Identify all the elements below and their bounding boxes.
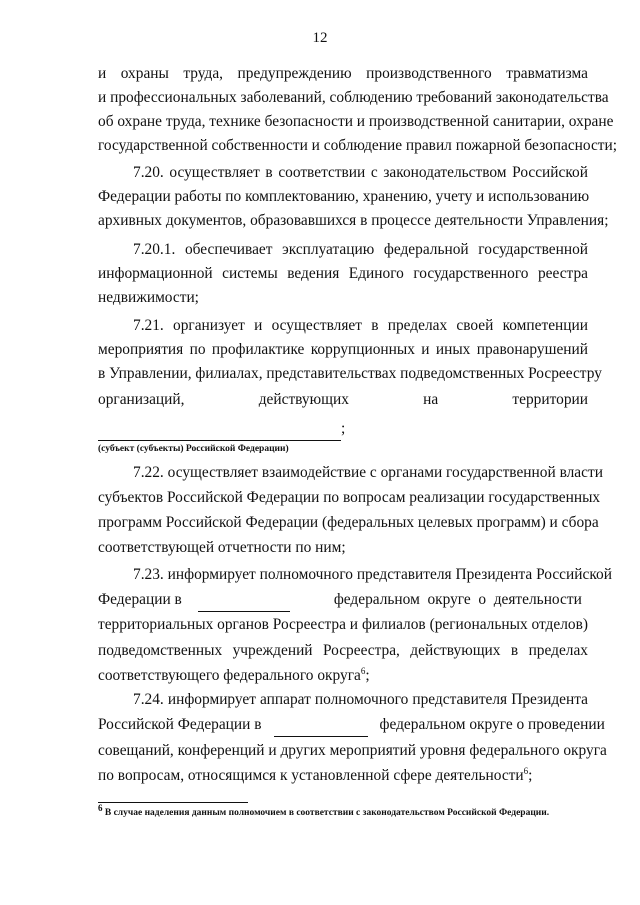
text-line: Федерации работы по комплектованию, хранению, учету и использованию (98, 188, 590, 205)
footnote-mark: 6 (98, 803, 103, 813)
text-line: об охране труда, технике безопасности и производственной санитарии, охране (98, 113, 614, 130)
text-line: мероприятия по профилактике коррупционных и иных правонарушений (98, 341, 588, 358)
fill-in-line (98, 418, 588, 440)
footnote-separator (98, 802, 248, 803)
text-punct: ; (528, 767, 533, 784)
text-line (98, 765, 588, 787)
paragraph-7-24-line: 7.24. информирует аппарат полномочного представителя Президента (133, 691, 588, 708)
text-line: подведомственных учреждений Росреестра, действующих в пределах (98, 642, 588, 659)
paragraph-7-20-1-line: 7.20.1. обеспечивает эксплуатацию федеральной государственной (133, 241, 588, 258)
paragraph-7-21-line: 7.21. организует и осуществляет в пределах своей компетенции (133, 317, 588, 334)
text-line: программ Российской Федерации (федеральных целевых программ) и сбора (98, 514, 599, 531)
text-line: недвижимости; (98, 289, 199, 306)
text-line (98, 665, 588, 687)
text-line: государственной собственности и соблюдение правил пожарной безопасности; (98, 137, 618, 154)
text-line: и профессиональных заболеваний, соблюдению требований законодательства (98, 89, 609, 106)
text-fragment: соответствующего федерального округа (98, 667, 361, 684)
text-line: территориальных органов Росреестра и филиалов (региональных отделов) (98, 616, 588, 633)
text-line: архивных документов, образовавшихся в процессе деятельности Управления; (98, 212, 609, 229)
text-punct: ; (365, 667, 370, 684)
blank-field-district (198, 589, 290, 612)
paragraph-7-22-line: 7.22. осуществляет взаимодействие с органами государственной власти (133, 464, 603, 481)
paragraph-7-20-line: 7.20. осуществляет в соответствии с законодательством Российской (133, 164, 588, 181)
page-number: 12 (312, 30, 328, 46)
footnote (98, 803, 550, 819)
fill-in-line (98, 714, 605, 736)
footnote-ref: 6 (523, 765, 529, 776)
blank-field-subject (98, 418, 341, 441)
text-line: и охраны труда, предупреждению производственного травматизма (98, 65, 588, 82)
footnote-text: В случае наделения данным полномочием в соответствии с законодательством Российской Федерации. (102, 808, 550, 819)
field-caption: (субъект (субъекты) Российской Федерации) (98, 444, 289, 454)
text-fragment: Федерации в (98, 591, 182, 608)
text-line: совещаний, конференций и других мероприятий уровня федерального округа (98, 742, 607, 759)
footnote-ref: 6 (360, 665, 366, 676)
text-line: информационной системы ведения Единого государственного реестра (98, 265, 588, 282)
text-fragment: Российской Федерации в (98, 716, 262, 733)
text-punct: ; (341, 420, 346, 437)
fill-in-line (98, 589, 588, 611)
text-fragment: федеральном округе о деятельности (333, 591, 582, 608)
text-fragment: федеральном округе о проведении (379, 716, 605, 733)
text-line: соответствующей отчетности по ним; (98, 539, 346, 556)
text-fragment: по вопросам, относящимся к установленной сфере деятельности (98, 767, 524, 784)
text-line: субъектов Российской Федерации по вопросам реализации государственных (98, 489, 601, 506)
paragraph-7-23-line: 7.23. информирует полномочного представителя Президента Российской (133, 566, 612, 583)
blank-field-district (274, 714, 368, 737)
text-line: организаций, действующих на территории (98, 391, 588, 408)
text-line: в Управлении, филиалах, представительствах подведомственных Росреестру (98, 365, 602, 382)
